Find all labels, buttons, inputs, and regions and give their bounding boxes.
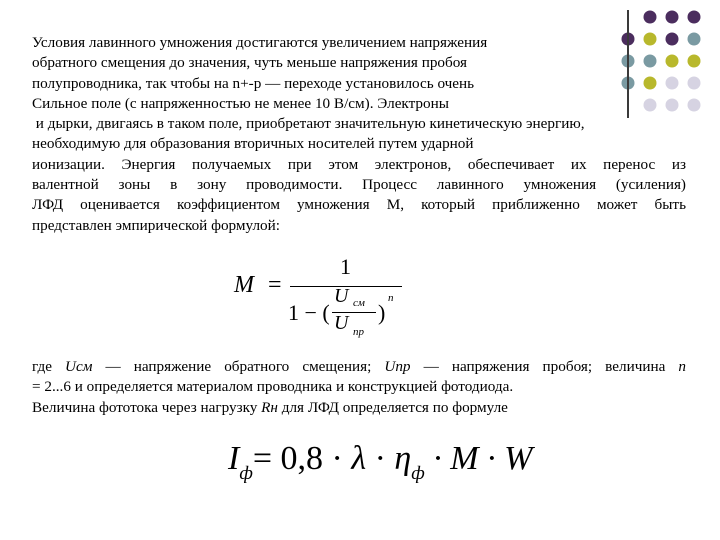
- dot: [688, 77, 701, 90]
- text-line: необходимую для образования вторичных носителей путем ударной: [32, 135, 474, 153]
- formula-u-bottom: U: [334, 312, 349, 334]
- text-span: для ЛФД определяется по формуле: [277, 398, 508, 416]
- intro-paragraph: [32, 33, 686, 236]
- formula-u-top: U: [334, 285, 349, 307]
- text-line: ионизации. Энергия получаемых при этом электронов, обеспечивает их перенос из: [32, 155, 686, 173]
- formula-eta: η: [394, 440, 412, 477]
- symbol-n: n: [678, 358, 686, 375]
- formula-numerator: 1: [340, 254, 351, 279]
- symbol-upr: Uпр: [384, 358, 411, 375]
- text-line: = 2...6 и определяется материалом проводника и конструкцией фотодиода.: [32, 378, 514, 396]
- text-line: ЛФД оценивается коэффициентом умножения М, который приближенно может быть: [32, 196, 686, 214]
- formula-exponent: n: [388, 292, 394, 304]
- photocurrent-formula: [228, 440, 533, 500]
- text-line: и дырки, двигаясь в таком поле, приобретают значительную кинетическую энергию,: [32, 115, 585, 133]
- formula-rhs-b: · M · W: [424, 440, 533, 477]
- formula-sub-f: ф: [239, 463, 253, 484]
- symbol-ucm: Uсм: [65, 358, 93, 375]
- text-span: Величина фототока через нагрузку: [32, 398, 262, 416]
- text-span: где: [32, 358, 66, 375]
- text-line: [32, 398, 686, 418]
- dot: [688, 55, 701, 68]
- dot: [644, 11, 657, 24]
- text-line: полупроводника, так чтобы на n+-p — переходе установилось очень: [32, 74, 475, 92]
- text-line: валентной зоны в зону проводимости. Процесс лавинного умножения (усиления): [32, 176, 686, 194]
- formula-lambda: λ: [351, 440, 367, 477]
- formula-sub-pr: пр: [353, 326, 364, 338]
- formula-equals: =: [268, 272, 282, 298]
- formula-dot: ·: [366, 440, 395, 477]
- dot: [688, 99, 701, 112]
- formula-close-paren: ): [378, 300, 386, 325]
- dot: [688, 11, 701, 24]
- text-line: [32, 357, 686, 377]
- text-line: Условия лавинного умножения достигаются увеличением напряжения: [32, 34, 488, 51]
- formula-eta-sub: ф: [411, 463, 425, 484]
- dot: [666, 11, 679, 24]
- multiplication-factor-formula: [228, 252, 418, 348]
- symbol-rn: Rн: [261, 398, 278, 416]
- text-line: обратного смещения до значения, чуть меньше напряжения пробоя: [32, 54, 468, 72]
- formula-lhs: M: [234, 272, 254, 298]
- formula-rhs-a: = 0,8 ·: [252, 440, 352, 477]
- text-span: — напряжения пробоя; величина: [410, 358, 679, 375]
- text-line: Сильное поле (с напряженностью не менее 10 В/см). Электроны: [32, 94, 449, 112]
- text-span: — напряжение обратного смещения;: [92, 358, 385, 375]
- formula-i: I: [228, 440, 240, 477]
- text-line: представлен эмпирической формулой:: [32, 216, 280, 234]
- formula-one-minus: 1 − (: [288, 300, 330, 325]
- dot: [688, 33, 701, 46]
- formula-sub-cm: см: [353, 297, 365, 309]
- definitions-paragraph: [32, 357, 686, 418]
